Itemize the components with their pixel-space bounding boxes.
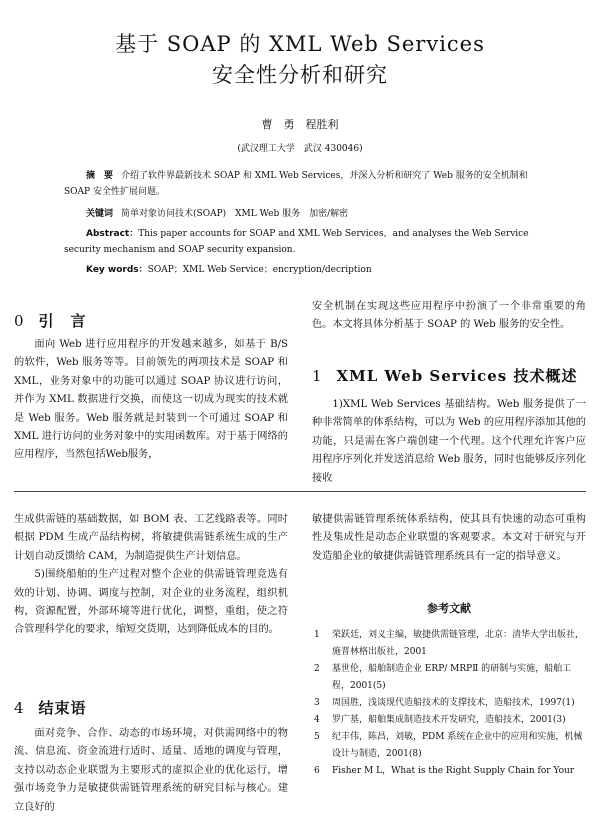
- abstract-en: [64, 226, 542, 258]
- reference-item: [314, 729, 586, 763]
- reference-text: 纪丰伟，陈昌，刘敏，PDM 系统在企业中的应用和实施，机械设计与制造，2001(8): [332, 732, 583, 759]
- section-1-paragraph: [312, 396, 586, 488]
- section-0-number: 0: [14, 312, 25, 330]
- reference-number: 2: [314, 664, 320, 674]
- lower-left-p2: 5)围绕船舶的生产过程对整个企业的供需链管理竞选有效的计划、协调、调度与控制，对企业的业务流程，组织机构，资源配置，外部环境等进行优化，调整，重组，使之符合管理科学化的要求，缩短交货期，达到降低成本的目的。: [14, 569, 288, 636]
- keywords-en-text: SOAP；XML Web Service；encryption/decription: [147, 265, 372, 275]
- paper-title-line2: 安全性分析和研究: [212, 63, 388, 87]
- paper-title-line1: 基于 SOAP 的 XML Web Services: [115, 32, 485, 56]
- section-1-title: XML Web Services 技术概述: [336, 367, 578, 385]
- keywords-cn-label: 关键词: [86, 209, 114, 219]
- section-0-heading: [14, 310, 87, 331]
- affiliation: (武汉理工大学 武汉 430046): [237, 144, 363, 154]
- section-4-title: 结束语: [38, 699, 87, 717]
- reference-number: 5: [314, 732, 320, 742]
- keywords-cn-text: 简单对象访问技术(SOAP) XML Web 服务 加密/解密: [121, 209, 349, 219]
- references-list: [314, 627, 586, 780]
- reference-number: 3: [314, 698, 320, 708]
- section-1-number: 1: [312, 367, 323, 385]
- abstract-cn-label: 摘 要: [86, 171, 114, 181]
- reference-number: 4: [314, 715, 320, 725]
- reference-text: 墓世伦，船舶制造企业 ERP/ MRPⅡ 的研制与实施，船舶工程，2001(5): [332, 664, 572, 691]
- lower-right-p1: 敏捷供需链管理系统体系结构，使其具有快速的动态可重构性及集成性是动态企业联盟的客观要求。本文对于研究与开发造船企业的敏捷供需链管理系统具有一定的指导意义。: [312, 514, 586, 562]
- section-1-heading: [312, 365, 586, 386]
- reference-item: [314, 712, 586, 729]
- page-divider: [14, 491, 586, 492]
- abstract-cn: [64, 168, 542, 200]
- reference-item: [314, 695, 586, 712]
- section-4-number: 4: [14, 699, 25, 717]
- reference-item: [314, 763, 586, 780]
- right-continuation: [312, 298, 586, 335]
- reference-item: [314, 627, 586, 661]
- reference-text: Fisher M L，What is the Right Supply Chain for Your: [332, 766, 575, 776]
- lower-left-column: [14, 511, 288, 640]
- section-4-heading: [14, 697, 87, 718]
- lower-right-column: [312, 511, 586, 566]
- right-continuation-text: 安全机制在实现这些应用程序中扮演了一个非常重要的角色。本文将具体分析基于 SOAP 的 Web 服务的安全性。: [312, 301, 586, 331]
- lower-left-p3: 面对竞争、合作、动态的市场环境，对供需网络中的物流、信息流、资金流进行适时、适量、适地的调度与管理，支持以动态企业联盟为主要形式的虚拟企业的优化运行，增强市场竞争力是敏捷供需链管理系统的研究目标与核心。建立良好的: [14, 728, 288, 813]
- intro-text: 面向 Web 进行应用程序的开发越来越多，如基于 B/S 的软件，Web 服务等等。目前领先的两项技术是 SOAP 和 XML，业务对象中的功能可以通过 SOAP 协议进行访问，并作为 XML 数据进行交换，而使这一切成为现实的技术就是 Web 服务。Web 服务就是封装到一个可通过 SOAP 和 XML 进行访问的业务对象中的实用函数库。对于基于网络的应用程序，当然包括Web服务，: [14, 339, 288, 461]
- reference-number: 6: [314, 766, 320, 776]
- keywords-en: [64, 262, 542, 278]
- section-1-text: 1)XML Web Services 基础结构。Web 服务提供了一种非常简单的体系结构，可以为 Web 的应用程序添加其他的功能，只是需在客户端创建一个代理。这个代理允许客户应用程序序列化并发送消息给 Web 服务，同时也能够反序列化接收: [312, 399, 586, 484]
- keywords-cn: [64, 206, 542, 222]
- reference-item: [314, 661, 586, 695]
- reference-number: 1: [314, 630, 320, 640]
- references-title: 参考文献: [427, 602, 471, 615]
- reference-text: 荣跃廷，刘义主编，敏捷供需链管理，北京：清华大学出版社，施普林格出版社，2001: [332, 630, 585, 657]
- reference-text: 罗广基，船舶集成制造技术开发研究，造船技术，2001(3): [332, 715, 566, 725]
- keywords-en-label: Key words：: [86, 265, 148, 275]
- reference-text: 周国胜，浅谈现代造船技术的支撑技术，造船技术，1997(1): [332, 698, 575, 708]
- section-0-title: 引 言: [38, 312, 87, 330]
- conclusion-paragraph: [14, 725, 288, 817]
- authors: 曹 勇 程胜利: [261, 118, 339, 131]
- abstract-en-label: Abstract：: [86, 229, 139, 239]
- intro-paragraph: [14, 336, 288, 465]
- abstract-cn-text: 介绍了软件界最新技术 SOAP 和 XML Web Services，并深入分析和研究了 Web 服务的安全机制和 SOAP 安全性扩展问题。: [64, 171, 528, 197]
- abstract-en-text: This paper accounts for SOAP and XML Web Services，and analyses the Web Service security mechanism and SOAP security expansion.: [64, 229, 529, 255]
- lower-left-p1: 生成供需链的基础数据，如 BOM 表、工艺线路表等。同时根据 PDM 生成产品结构树，将敏捷供需链系统生成的生产计划自动反馈给 CAM，为制造提供生产计划信息。: [14, 514, 288, 562]
